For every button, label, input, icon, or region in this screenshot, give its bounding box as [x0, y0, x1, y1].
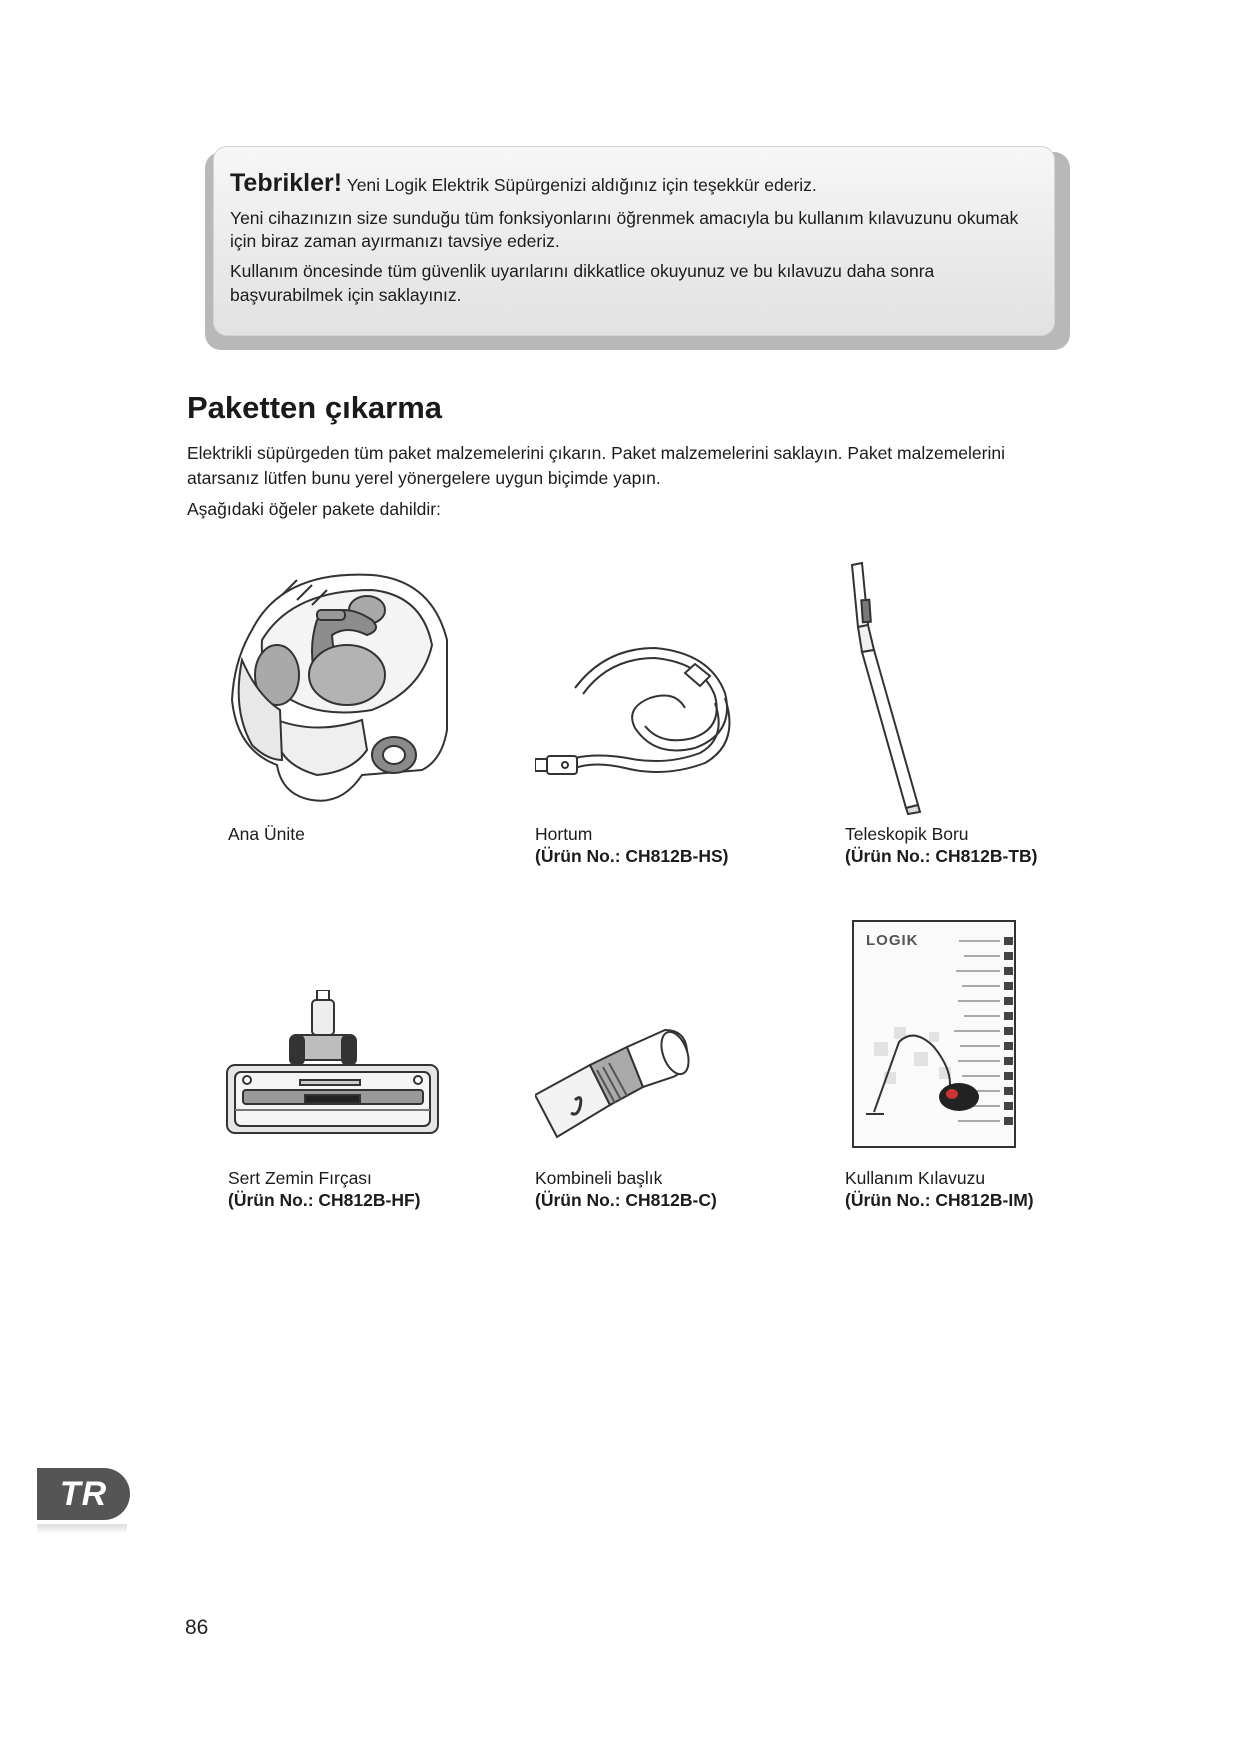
intro-paragraph-1: Yeni cihazınızın size sunduğu tüm fonksiyonlarını öğrenmek amacıyla bu kullanım kılavuzunu okumak için biraz zaman ayırmanızı tavsiye ederiz. [230, 207, 1019, 252]
hose-illustration [535, 628, 750, 793]
item-name: Hortum [535, 824, 593, 844]
item-code: (Ürün No.: CH812B-TB) [845, 846, 1038, 866]
language-tab: TR [37, 1468, 130, 1520]
item-label-telescopic-tube [845, 823, 1038, 867]
item-name: Kullanım Kılavuzu [845, 1168, 986, 1188]
item-label-combination-nozzle [535, 1167, 717, 1211]
section-body [187, 441, 1067, 529]
item-code: (Ürün No.: CH812B-HS) [535, 846, 729, 866]
item-name: Kombineli başlık [535, 1168, 663, 1188]
page-number: 86 [185, 1616, 209, 1639]
language-tab-shadow [37, 1524, 127, 1534]
section-paragraph-2: Aşağıdaki öğeler pakete dahildir: [187, 499, 441, 519]
intro-paragraph-2: Kullanım öncesinde tüm güvenlik uyarılarını dikkatlice okuyunuz ve bu kılavuzu daha sonra başvurabilmek için saklayınız. [230, 261, 935, 305]
intro-first-line [230, 167, 1032, 201]
main-unit-illustration [222, 560, 472, 810]
item-name: Ana Ünite [228, 824, 305, 844]
item-name: Teleskopik Boru [845, 824, 969, 844]
floor-brush-illustration [225, 990, 440, 1140]
section-title: Paketten çıkarma [187, 390, 443, 425]
item-code: (Ürün No.: CH812B-IM) [845, 1190, 1034, 1210]
item-label-hose [535, 823, 728, 867]
intro-box [213, 146, 1055, 336]
section-paragraph-1: Elektrikli süpürgeden tüm paket malzemelerini çıkarın. Paket malzemelerini saklayın. Paket malzemelerini atarsanız lütfen bunu yerel yönergelere uygun biçimde yapın. [187, 443, 1005, 488]
item-name: Sert Zemin Fırçası [228, 1168, 372, 1188]
user-manual-cover [852, 920, 1016, 1148]
telescopic-tube-illustration [840, 560, 930, 815]
item-label-user-manual [845, 1167, 1034, 1211]
manual-brand-logo: LOGIK [866, 932, 919, 949]
item-label-floor-brush [228, 1167, 421, 1211]
item-code: (Ürün No.: CH812B-C) [535, 1190, 717, 1210]
item-code: (Ürün No.: CH812B-HF) [228, 1190, 421, 1210]
item-label-main-unit [228, 823, 305, 845]
combination-nozzle-illustration [535, 1025, 695, 1140]
intro-thanks: Yeni Logik Elektrik Süpürgenizi aldığınız için teşekkür ederiz. [346, 175, 817, 195]
intro-bravo: Tebrikler! [230, 169, 343, 197]
manual-cover-graphic [854, 922, 1014, 1146]
